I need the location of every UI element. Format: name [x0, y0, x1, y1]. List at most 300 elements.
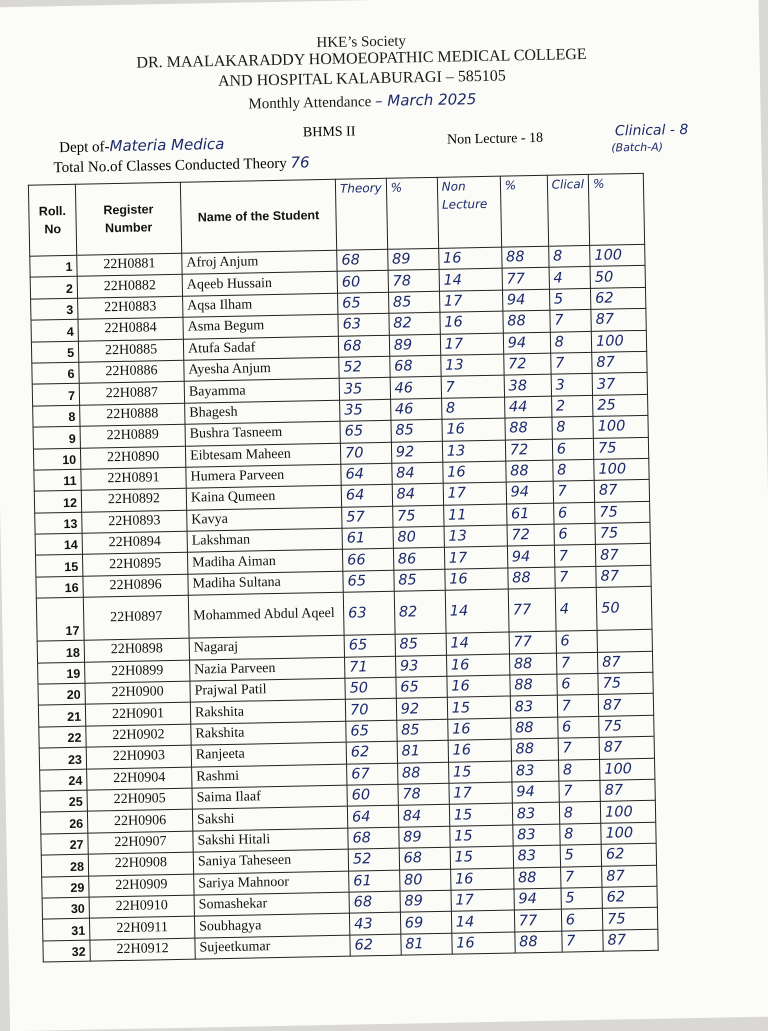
clinical-cell: 7 [553, 481, 595, 503]
non-lecture-cell: 14 [445, 589, 509, 633]
theory-cell: 71 [345, 656, 396, 678]
theory-cell: 68 [348, 827, 399, 849]
clinical-pct-cell: 100 [600, 758, 655, 780]
theory-cell: 68 [337, 249, 388, 271]
theory-pct-cell: 89 [398, 826, 449, 848]
clinical-pct-cell: 75 [598, 672, 653, 694]
roll-cell: 14 [35, 533, 82, 555]
roll-cell: 22 [39, 726, 86, 748]
attendance-table [28, 173, 659, 963]
theory-pct-cell: 82 [394, 591, 446, 635]
register-cell: 22H0897 [83, 595, 189, 640]
roll-cell: 28 [41, 854, 88, 876]
clinical-cell: 8 [548, 245, 590, 267]
non-lecture-pct-cell: 88 [501, 246, 548, 268]
theory-pct-cell: 92 [391, 441, 442, 463]
register-cell: 22H0882 [77, 275, 182, 298]
name-cell: Bhagesh [185, 400, 340, 424]
clinical-pct-cell: 87 [599, 736, 654, 758]
non-lecture-pct-cell: 77 [508, 588, 556, 632]
col-non-lecture-pct: % [500, 175, 548, 247]
theory-pct-cell: 84 [398, 805, 449, 827]
non-lecture-pct-cell: 94 [507, 546, 554, 568]
register-cell: 22H0895 [82, 553, 187, 576]
roll-cell: 1 [30, 255, 77, 277]
name-cell: Nagaraj [189, 635, 344, 659]
non-lecture-pct-cell: 94 [512, 781, 559, 803]
clinical-pct-cell: 87 [598, 694, 653, 716]
non-lecture-cell: 15 [448, 761, 511, 784]
non-lecture-pct-cell: 88 [510, 717, 557, 739]
name-cell: Sakshi [192, 807, 347, 831]
clinical-pct-cell: 87 [598, 651, 653, 673]
theory-pct-cell: 85 [391, 419, 442, 441]
non-lecture-pct-cell: 83 [512, 802, 559, 824]
name-cell: Sujeetkumar [195, 935, 350, 959]
non-lecture-cell: 13 [442, 440, 505, 463]
name-cell: Aqeeb Hussain [182, 272, 337, 296]
non-lecture-pct-cell: 61 [506, 503, 553, 525]
theory-pct-cell: 93 [395, 655, 446, 677]
clinical-pct-cell: 75 [602, 908, 657, 930]
clinical-cell: 8 [550, 331, 592, 353]
roll-cell: 16 [36, 576, 83, 598]
theory-cell: 61 [342, 527, 393, 549]
non-lecture-pct-cell: 88 [503, 310, 550, 332]
non-lecture-cell: 16 [447, 718, 510, 741]
theory-pct-cell: 84 [391, 462, 442, 484]
clinical-pct-cell: 87 [600, 779, 655, 801]
non-lecture-pct-cell: 88 [505, 417, 552, 439]
non-lecture-pct-cell: 77 [514, 909, 561, 931]
name-cell: Kavya [187, 507, 342, 531]
theory-cell: 68 [349, 891, 400, 913]
register-cell: 22H0881 [77, 253, 182, 276]
college-name-line2: AND HOSPITAL KALABURAGI – 585105 [217, 67, 506, 91]
theory-cell: 35 [339, 378, 390, 400]
name-cell: Rashmi [192, 764, 347, 788]
roll-cell: 2 [30, 277, 77, 299]
theory-cell: 65 [344, 634, 395, 656]
col-theory: Theory [335, 178, 387, 250]
register-cell: 22H0901 [85, 703, 190, 726]
non-lecture-pct-cell: 72 [507, 524, 554, 546]
name-cell: Somashekar [194, 892, 349, 916]
dept-label: Dept of- [59, 139, 110, 157]
col-clinical: Clical [547, 174, 590, 246]
clinical-cell: 7 [556, 652, 598, 674]
roll-cell: 20 [38, 683, 85, 705]
clinical-total: Clinical - 8 [614, 122, 689, 140]
theory-pct-cell: 84 [392, 484, 443, 506]
clinical-cell: 5 [560, 844, 602, 866]
name-cell: Asma Begum [183, 314, 338, 338]
non-lecture-cell: 14 [439, 269, 502, 292]
col-name: Name of the Student [180, 179, 336, 253]
clinical-pct-cell: 87 [603, 929, 658, 951]
clinical-pct-cell: 75 [599, 715, 654, 737]
batch-label: (Batch-A) [611, 140, 664, 155]
clinical-pct-cell: 100 [591, 330, 646, 352]
name-cell: Saniya Taheseen [193, 849, 348, 873]
roll-cell: 12 [34, 491, 81, 513]
dept-value: Materia Medica [109, 134, 225, 156]
course-name: BHMS II [302, 124, 356, 141]
clinical-pct-cell: 100 [590, 244, 645, 266]
theory-cell: 52 [339, 356, 390, 378]
non-lecture-cell: 17 [443, 482, 506, 505]
roll-cell: 30 [42, 897, 89, 919]
clinical-cell: 7 [559, 780, 601, 802]
clinical-cell: 8 [559, 823, 601, 845]
theory-cell: 70 [340, 442, 391, 464]
non-lecture-pct-cell: 72 [505, 439, 552, 461]
theory-pct-cell: 86 [393, 548, 444, 570]
name-cell: Bushra Tasneem [185, 421, 340, 445]
name-cell: Bayamma [184, 379, 339, 403]
clinical-pct-cell: 87 [596, 565, 651, 587]
non-lecture-pct-cell: 83 [511, 760, 558, 782]
clinical-pct-cell: 87 [592, 351, 647, 373]
roll-cell: 8 [33, 405, 80, 427]
non-lecture-cell: 16 [440, 311, 503, 334]
theory-pct-cell: 65 [396, 676, 447, 698]
theory-cell: 66 [342, 549, 393, 571]
theory-pct-cell: 85 [396, 719, 447, 741]
name-cell: Sakshi Hitali [193, 828, 348, 852]
non-lecture-cell: 13 [440, 354, 503, 377]
clinical-pct-cell: 87 [602, 865, 657, 887]
non-lecture-pct-cell: 83 [513, 845, 560, 867]
roll-cell: 31 [42, 918, 89, 940]
theory-pct-cell: 89 [400, 890, 451, 912]
clinical-cell: 6 [553, 502, 595, 524]
theory-cell: 52 [348, 848, 399, 870]
roll-cell: 17 [36, 597, 84, 641]
col-non-lecture: Non Lecture [437, 176, 501, 248]
roll-cell: 18 [37, 640, 84, 662]
clinical-cell: 2 [551, 395, 593, 417]
theory-pct-cell: 80 [393, 526, 444, 548]
register-cell: 22H0904 [87, 767, 192, 790]
society-name: HKE’s Society [316, 33, 407, 52]
roll-cell: 32 [43, 940, 90, 962]
theory-pct-cell: 85 [395, 634, 446, 656]
non-lecture-cell: 16 [442, 418, 505, 441]
non-lecture-cell: 16 [452, 932, 515, 955]
non-lecture-pct-cell: 72 [503, 353, 550, 375]
roll-cell: 9 [33, 426, 80, 448]
roll-cell: 7 [32, 384, 79, 406]
register-cell: 22H0889 [80, 424, 185, 447]
non-lecture-cell: 17 [451, 889, 514, 912]
clinical-cell: 8 [552, 417, 594, 439]
register-cell: 22H0905 [87, 788, 192, 811]
clinical-cell: 8 [559, 802, 601, 824]
theory-pct-cell: 81 [401, 933, 452, 955]
non-lecture-cell: 14 [451, 910, 514, 933]
theory-pct-cell: 82 [389, 312, 440, 334]
monthly-label: Monthly Attendance [248, 94, 372, 113]
register-cell: 22H0888 [80, 403, 185, 426]
clinical-pct-cell: 50 [590, 266, 645, 288]
non-lecture-pct-cell: 88 [505, 460, 552, 482]
theory-pct-cell: 69 [400, 912, 451, 934]
theory-cell: 64 [347, 806, 398, 828]
clinical-cell: 6 [561, 909, 603, 931]
theory-cell: 62 [346, 741, 397, 763]
roll-cell: 11 [34, 469, 81, 491]
name-cell: Nazia Parveen [190, 657, 345, 681]
col-theory-pct: % [386, 177, 438, 249]
register-cell: 22H0908 [88, 852, 193, 875]
clinical-pct-cell: 75 [595, 522, 650, 544]
theory-cell: 65 [343, 570, 394, 592]
clinical-pct-cell: 75 [595, 501, 650, 523]
non-lecture-pct-cell: 77 [502, 268, 549, 290]
non-lecture-cell: 17 [444, 547, 507, 570]
roll-cell: 6 [32, 362, 79, 384]
non-lecture-cell: 15 [447, 696, 510, 719]
theory-cell: 64 [341, 463, 392, 485]
clinical-pct-cell: 62 [601, 843, 656, 865]
non-lecture-pct-cell: 94 [514, 888, 561, 910]
register-cell: 22H0883 [78, 296, 183, 319]
name-cell: Prajwal Patil [190, 678, 345, 702]
non-lecture-pct-cell: 88 [515, 931, 562, 953]
clinical-cell: 7 [550, 310, 592, 332]
name-cell: Atufa Sadaf [183, 336, 338, 360]
clinical-pct-cell: 100 [594, 458, 649, 480]
theory-pct-cell: 78 [388, 270, 439, 292]
non-lecture-pct-cell: 88 [513, 867, 560, 889]
non-lecture-cell: 16 [447, 675, 510, 698]
roll-cell: 3 [31, 298, 78, 320]
non-lecture-pct-cell: 94 [502, 289, 549, 311]
clinical-pct-cell: 62 [602, 886, 657, 908]
non-lecture-cell: 17 [439, 290, 502, 313]
roll-cell: 13 [35, 512, 82, 534]
non-lecture-cell: 7 [441, 375, 504, 398]
theory-cell: 60 [347, 784, 398, 806]
theory-pct-cell: 68 [389, 355, 440, 377]
theory-pct-cell: 78 [398, 783, 449, 805]
non-lecture-cell: 16 [445, 568, 508, 591]
theory-cell: 63 [343, 591, 395, 635]
register-cell: 22H0891 [81, 467, 186, 490]
total-classes-line [53, 153, 309, 177]
non-lecture-pct-cell: 44 [504, 396, 551, 418]
register-cell: 22H0893 [82, 510, 187, 533]
theory-pct-cell: 46 [390, 398, 441, 420]
name-cell: Madiha Aiman [187, 550, 342, 574]
roll-cell: 24 [40, 769, 87, 791]
clinical-cell: 6 [557, 673, 599, 695]
theory-pct-cell: 85 [388, 291, 439, 313]
non-lecture-pct-cell: 83 [512, 824, 559, 846]
name-cell: Ranjeeta [191, 742, 346, 766]
non-lecture-pct-cell: 94 [503, 332, 550, 354]
name-cell: Kaina Qumeen [186, 486, 341, 510]
theory-cell: 65 [346, 720, 397, 742]
register-cell: 22H0900 [85, 681, 190, 704]
non-lecture-cell: 13 [444, 525, 507, 548]
name-cell: Soubhagya [194, 913, 349, 937]
non-lecture-cell: 17 [440, 333, 503, 356]
roll-cell: 21 [38, 705, 85, 727]
table-body [30, 244, 658, 962]
theory-pct-cell: 85 [394, 569, 445, 591]
clinical-cell: 5 [561, 887, 603, 909]
clinical-pct-cell: 100 [601, 822, 656, 844]
theory-cell: 35 [340, 399, 391, 421]
clinical-cell: 7 [550, 352, 592, 374]
clinical-pct-cell: 25 [593, 394, 648, 416]
clinical-cell: 7 [558, 738, 600, 760]
clinical-cell: 7 [554, 545, 596, 567]
clinical-cell: 7 [560, 866, 602, 888]
register-cell: 22H0912 [90, 938, 195, 961]
roll-cell: 23 [39, 747, 86, 769]
register-cell: 22H0886 [79, 360, 184, 383]
clinical-pct-cell: 50 [596, 587, 652, 631]
name-cell: Rakshita [190, 700, 345, 724]
non-lecture-cell: 16 [450, 868, 513, 891]
clinical-pct-cell: 37 [592, 373, 647, 395]
non-lecture-pct-cell: 88 [510, 674, 557, 696]
clinical-pct-cell: 100 [600, 801, 655, 823]
clinical-cell: 4 [555, 588, 597, 632]
department-line [59, 135, 225, 157]
non-lecture-cell: 15 [449, 825, 512, 848]
register-cell: 22H0902 [86, 724, 191, 747]
name-cell: Madiha Sultana [188, 571, 343, 595]
clinical-pct-cell: 75 [593, 437, 648, 459]
theory-total: 76 [290, 153, 310, 172]
register-cell: 22H0885 [78, 339, 183, 362]
name-cell: Lakshman [187, 528, 342, 552]
clinical-cell: 6 [554, 523, 596, 545]
theory-pct-cell: 75 [392, 505, 443, 527]
name-cell: Humera Parveen [186, 464, 341, 488]
register-cell: 22H0892 [81, 489, 186, 512]
theory-pct-cell: 88 [397, 762, 448, 784]
table-header-row [28, 173, 644, 256]
non-lecture-cell: 14 [446, 632, 509, 655]
theory-cell: 65 [340, 420, 391, 442]
name-cell: Afroj Anjum [182, 250, 337, 274]
non-lecture-cell: 16 [446, 654, 509, 677]
theory-cell: 64 [341, 485, 392, 507]
theory-pct-cell: 89 [389, 334, 440, 356]
non-lecture-cell: 17 [449, 782, 512, 805]
theory-pct-cell: 92 [396, 698, 447, 720]
theory-cell: 57 [342, 506, 393, 528]
college-name-line1: DR. MAALAKARADDY HOMOEOPATHIC MEDICAL COLLEGE [136, 45, 587, 72]
clinical-pct-cell: 100 [593, 415, 648, 437]
col-roll: Roll. No [28, 184, 76, 256]
name-cell: Eibtesam Maheen [185, 443, 340, 467]
non-lecture-pct-cell: 38 [504, 375, 551, 397]
non-lecture-pct-cell: 88 [508, 567, 555, 589]
clinical-cell: 4 [549, 267, 591, 289]
clinical-pct-cell: 87 [595, 544, 650, 566]
clinical-cell: 3 [551, 374, 593, 396]
theory-cell: 70 [345, 699, 396, 721]
non-lecture-cell: 16 [442, 461, 505, 484]
theory-cell: 65 [338, 292, 389, 314]
register-cell: 22H0898 [84, 638, 189, 661]
name-cell: Rakshita [191, 721, 346, 745]
roll-cell: 10 [33, 448, 80, 470]
name-cell: Saima Ilaaf [192, 785, 347, 809]
non-lecture-pct-cell: 77 [509, 631, 556, 653]
clinical-cell: 6 [557, 716, 599, 738]
clinical-cell: 6 [552, 438, 594, 460]
theory-cell: 43 [349, 913, 400, 935]
roll-cell: 27 [41, 833, 88, 855]
total-classes-label: Total No.of Classes Conducted Theory [53, 155, 287, 177]
col-register: Register Number [75, 182, 181, 255]
clinical-cell: 7 [555, 566, 597, 588]
non-lecture-cell: 16 [438, 247, 501, 270]
non-lecture-cell: 16 [448, 739, 511, 762]
clinical-cell: 6 [556, 631, 598, 653]
non-lecture-pct-cell: 83 [510, 696, 557, 718]
clinical-pct-cell: 62 [591, 287, 646, 309]
roll-cell: 4 [31, 319, 78, 341]
register-cell: 22H0890 [80, 446, 185, 469]
non-lecture-pct-cell: 94 [506, 481, 553, 503]
theory-pct-cell: 81 [397, 740, 448, 762]
col-clinical-pct: % [588, 173, 644, 245]
roll-cell: 19 [38, 662, 85, 684]
non-lecture-pct-cell: 88 [509, 653, 556, 675]
roll-cell: 25 [40, 790, 87, 812]
roll-cell: 29 [42, 876, 89, 898]
clinical-cell: 8 [558, 759, 600, 781]
name-cell: Ayesha Anjum [184, 357, 339, 381]
theory-cell: 61 [349, 870, 400, 892]
non-lecture-cell: 8 [441, 397, 504, 420]
theory-pct-cell: 68 [399, 847, 450, 869]
name-cell: Sariya Mahnoor [194, 871, 349, 895]
theory-cell: 50 [345, 677, 396, 699]
clinical-pct-cell: 87 [594, 480, 649, 502]
register-cell: 22H0906 [87, 810, 192, 833]
register-cell: 22H0896 [83, 574, 188, 597]
theory-pct-cell: 89 [387, 248, 438, 270]
non-lecture-pct-cell: 88 [511, 738, 558, 760]
name-cell: Mohammed Abdul Aqeel [188, 592, 344, 638]
theory-cell: 63 [338, 313, 389, 335]
register-cell: 22H0899 [85, 660, 190, 683]
theory-pct-cell: 46 [390, 377, 441, 399]
non-lecture-cell: 15 [450, 846, 513, 869]
register-cell: 22H0907 [88, 831, 193, 854]
register-cell: 22H0887 [79, 382, 184, 405]
clinical-cell: 8 [552, 459, 594, 481]
register-cell: 22H0911 [89, 916, 194, 939]
name-cell: Aqsa Ilham [183, 293, 338, 317]
clinical-pct-cell [597, 630, 652, 652]
non-lecture-cell: 11 [443, 504, 506, 527]
non-lecture-total: Non Lecture - 18 [446, 130, 544, 148]
month-value: – March 2025 [374, 90, 477, 111]
clinical-cell: 7 [557, 695, 599, 717]
roll-cell: 26 [40, 812, 87, 834]
theory-pct-cell: 80 [399, 869, 450, 891]
